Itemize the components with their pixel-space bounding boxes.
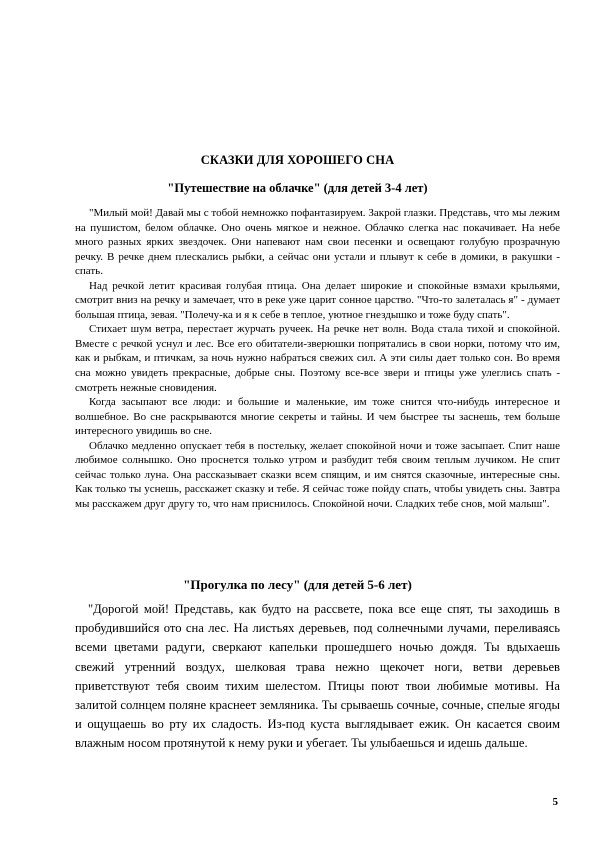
story-paragraph: "Милый мой! Давай мы с тобой немножко пофантазируем. Закрой глазки. Представь, что мы лежим на пушистом, белом облачке. Оно очень мягкое и нежное. Облачко слегка нас покачивает. На небе много разных ярких звездочек. Они напевают нам свои песенки и освещают голубую прозрачную речку. В речке днем плескались рыбки, а сейчас они устали и плывут к себе в домики, в ракушки - спать. [75,207,560,278]
story-paragraph: "Дорогой мой! Представь, как будто на рассвете, пока все еще спят, ты заходишь в пробудившийся ото сна лес. На листьях деревьев, под солнечными лучами, переливаясь всеми цветами радуги, сверкают капельки прошедшего ночью дождя. Ты вдыхаешь свежий утренний воздух, шелковая трава нежно щекочет ноги, ветви деревьев приветствуют тебя своим тихим шелестом. Птицы поют твои любимые мотивы. На залитой солнцем поляне краснеет земляника. Ты срываешь сочные, сочные, спелые ягоды и ощущаешь во рту их сладость. Из-под куста выглядывает ежик. Он касается своим влажным носом протянутой к нему руки и убегает. Ты улыбаешься и идешь дальше. [75,602,560,751]
story-paragraph: Над речкой летит красивая голубая птица. Она делает широкие и спокойные взмахи крыльями, смотрит вниз на речку и замечает, что в реке уже царит сонное царство. "Что-то залеталась я" - думает большая птица, зевая. "Полечу-ка и я к себе в теплое, уютное гнездышко и тоже буду спать". [75,279,560,321]
story-heading-forest-walk: "Прогулка по лесу" (для детей 5-6 лет) [183,577,412,592]
story-heading-cloud-journey: "Путешествие на облачке" (для детей 3-4 лет) [167,181,428,195]
story-paragraph: Стихает шум ветра, перестает журчать ручеек. На речке нет волн. Вода стала тихой и спокойной. Вместе с речкой уснул и лес. Все его обитатели-зверюшки попрятались в свои норки, потому что им, как и рыбкам, и птичкам, за ночь нужно набраться свежих сил. А эти силы дает только сон. Во время сна можно увидеть прекрасные, добрые сны. Поэтому все-все звери и птицы уже улеглись спать - смотреть нежные сновидения. [75,323,560,394]
story-paragraph: Облачко медленно опускает тебя в постельку, желает спокойной ночи и тоже засыпает. Спит наше любимое солнышко. Оно проснется только утром и разбудит тебя своим теплым лучиком. Не спит сейчас только луна. Она рассказывает сказки всем спящим, и им снятся сказочные, интересные сны. Как только ты уснешь, расскажет сказку и тебе. Я сейчас тоже пойду спать, чтобы увидеть сны. Завтра мы расскажем друг другу то, что нам приснилось. Спокойной ночи. Сладких тебе снов, мой малыш". [75,439,560,510]
story-paragraph: Когда засыпают все люди: и большие и маленькие, им тоже снится что-нибудь интересное и волшебное. Во сне раскрываются многие секреты и тайны. И чем быстрее ты заснешь, тем больше интересного увидишь во сне. [75,396,560,438]
story-body-forest-walk [75,600,560,754]
story-body-cloud-journey [75,206,560,511]
page-number: 5 [552,796,558,808]
document-title: СКАЗКИ ДЛЯ ХОРОШЕГО СНА [200,153,395,167]
